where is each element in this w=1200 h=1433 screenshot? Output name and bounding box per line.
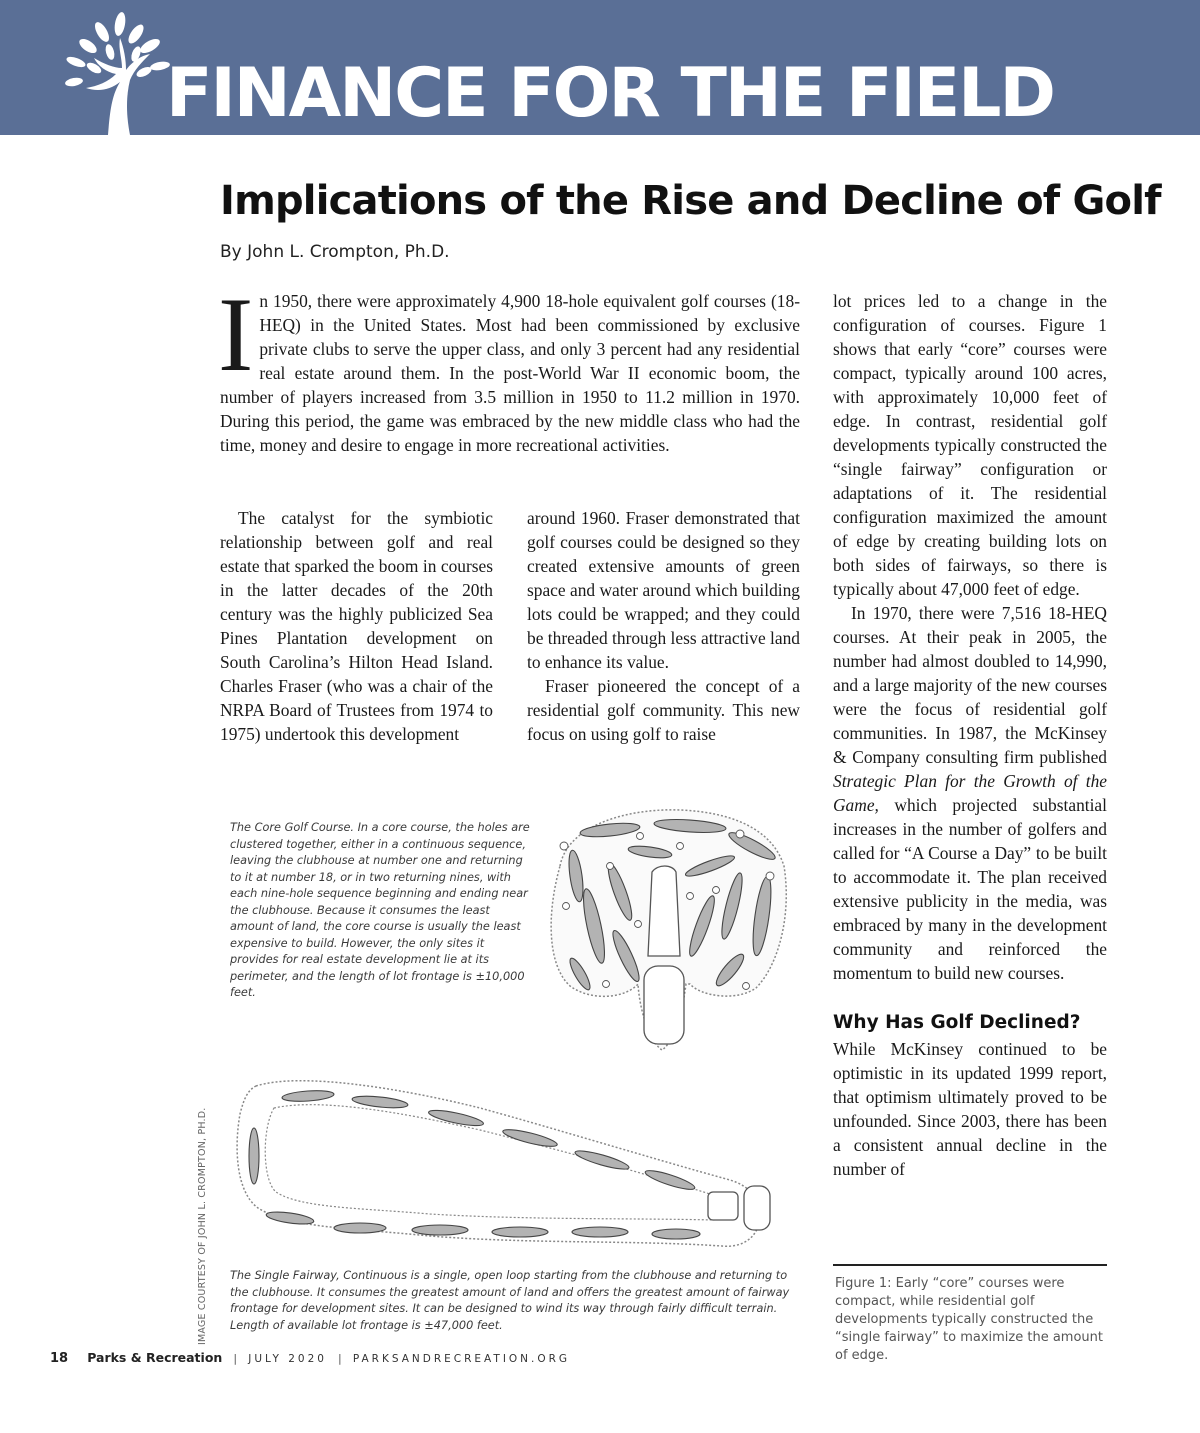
- core-course-caption: [230, 820, 530, 1002]
- report-title: Strategic Plan for the Growth of the Game,: [833, 771, 1107, 815]
- section-banner: [0, 0, 1200, 135]
- column-right: [833, 289, 1107, 1181]
- drop-cap: I: [218, 276, 254, 393]
- page-footer: [50, 1347, 570, 1366]
- footer-separator: |: [338, 1352, 342, 1365]
- section-title: FINANCE FOR THE FIELD: [166, 54, 1054, 133]
- figure-caption: Figure 1: Early “core” courses were compact, while residential golf developments typically constructed the “single fairway” to maximize the amount of edge.: [835, 1276, 1103, 1363]
- caption-divider: [833, 1264, 1107, 1266]
- website-link[interactable]: PARKSANDRECREATION.ORG: [352, 1353, 571, 1365]
- image-credit: IMAGE COURTESY OF JOHN L. CROMPTON, PH.D.: [197, 1107, 208, 1345]
- intro-block: [218, 276, 800, 457]
- text-1970-after: which projected substantial increases in the number of golfers and called for “A Course a Day” to be built to accommodate it. The plan received extensive publicity in the media, was embraced by many in the development community and reinforced the momentum to build new courses.: [833, 795, 1107, 983]
- issue-date: JULY 2020: [248, 1353, 327, 1365]
- paragraph-catalyst: The catalyst for the symbiotic relationship between golf and real estate that sparked the boom in courses in the latter decades of the 20th century was the highly publicized Sea Pines Plantation development on South Carolina’s Hilton Head Island. Charles Fraser (who was a chair of the NRPA Board of Trustees from 1974 to 1975) undertook this development: [220, 508, 493, 744]
- single-caption-text: The Single Fairway, Continuous is a single, open loop starting from the clubhouse and returning to the clubhouse. It consumes the greatest amount of land and offers the greatest amount of fairway frontage for development sites. It can be designed to wind its way through fairly difficult terrain. Length of available lot frontage is ±47,000 feet.: [230, 1269, 790, 1332]
- footer-separator: |: [233, 1352, 238, 1365]
- single-fairway-caption: [230, 1268, 798, 1334]
- subheading: Why Has Golf Declined?: [833, 1012, 1081, 1033]
- column-left: [220, 506, 493, 746]
- paragraph-fraser: around 1960. Fraser demonstrated that golf courses could be designed so they created extensive amounts of green space and water around which building lots could be wrapped; and they could be threaded through less attractive land to enhance its value.: [527, 508, 800, 672]
- figure-golf-layouts: [222, 806, 802, 1346]
- single-fairway-diagram: [230, 1068, 790, 1260]
- intro-text: n 1950, there were approximately 4,900 18-hole equivalent golf courses (18-HEQ) in the United States. Most had been commissioned by exclusive private clubs to serve the upper class, and only 3 percent had any residential real estate around them. In the post-World War II economic boom, the number of players increased from 3.5 million in 1950 to 11.2 million in 1970. During this period, the game was embraced by the new middle class who had the time, money and desire to engage in more recreational activities.: [220, 291, 800, 455]
- core-course-diagram: [540, 806, 792, 1054]
- tree-logo-icon: [50, 10, 170, 135]
- paragraph-residential: Fraser pioneered the concept of a residential golf community. This new focus on using golf to raise: [527, 676, 800, 744]
- paragraph-decline: While McKinsey continued to be optimistic in its updated 1999 report, that optimism ultimately proved to be unfounded. Since 2003, there has been a consistent annual decline in the number of: [833, 1039, 1107, 1179]
- column-middle: [527, 506, 800, 746]
- magazine-name: Parks & Recreation: [87, 1350, 223, 1365]
- article-title: Implications of the Rise and Decline of Golf: [220, 178, 1161, 224]
- intro-paragraph: [218, 276, 800, 457]
- paragraph-1970: [833, 601, 1107, 985]
- core-caption-text: The Core Golf Course. In a core course, the holes are clustered together, either in a continuous sequence, leaving the clubhouse at number one and returning to it at number 18, or in two returning nines, with each nine-hole sequence beginning and ending near the clubhouse. Because it consumes the least amount of land, the core course is usually the least expensive to build. However, the only sites it provides for real estate development lie at its perimeter, and the length of lot frontage is ±10,000 feet.: [230, 821, 530, 999]
- text-1970-before: In 1970, there were 7,516 18-HEQ courses. At their peak in 2005, the number had almost doubled to 14,990, and a large majority of the new courses were the focus of residential golf communities. In 1987, the McKinsey & Company consulting firm published: [833, 603, 1107, 767]
- paragraph-lot-prices: lot prices led to a change in the configuration of courses. Figure 1 shows that early “core” courses were compact, typically around 100 acres, with approximately 10,000 feet of edge. In contrast, residential golf developments typically constructed the “single fairway” configuration or adaptations of it. The residential configuration maximized the amount of edge by creating building lots on both sides of fairways, so there is typically about 47,000 feet of edge.: [833, 291, 1107, 599]
- page-number: 18: [50, 1351, 69, 1366]
- byline: By John L. Crompton, Ph.D.: [220, 242, 450, 262]
